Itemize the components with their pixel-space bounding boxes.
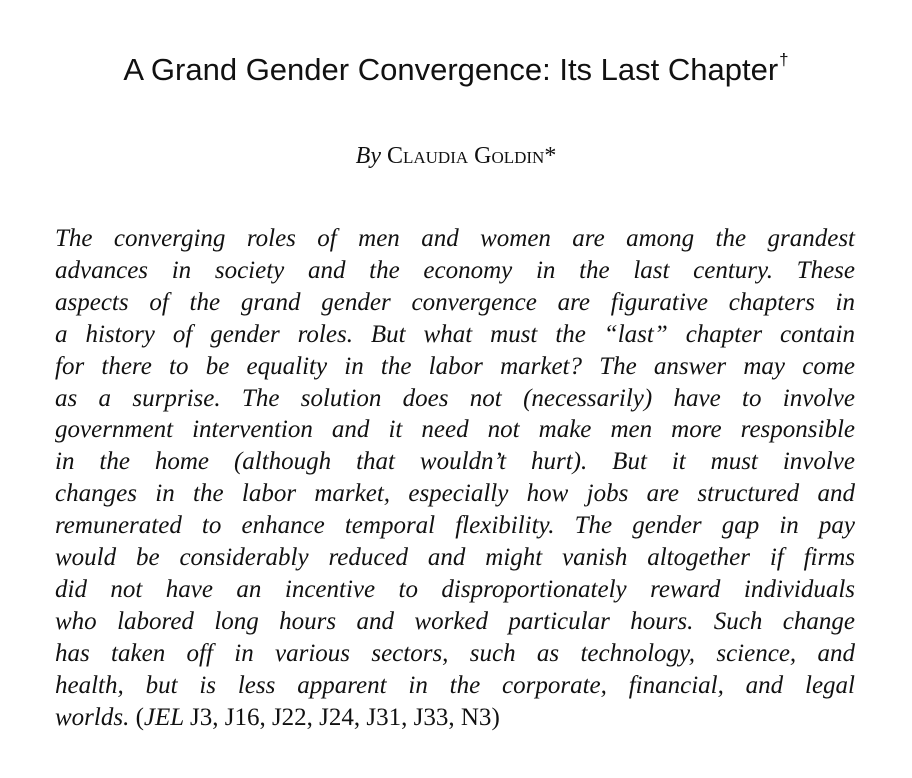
author-name: Claudia Goldin <box>386 143 545 169</box>
byline-prefix: By <box>355 143 381 169</box>
author-footnote-mark: * <box>544 143 557 169</box>
abstract-line: in the home (although that wouldn’t hurt). But it must involve <box>55 448 855 476</box>
paper-title-text: A Grand Gender Convergence: Its Last Chapter <box>123 52 779 87</box>
abstract-last-word: worlds. <box>55 703 130 731</box>
abstract-line: remunerated to enhance temporal flexibility. The gender gap in pay <box>55 512 855 540</box>
abstract-line: advances in society and the economy in the last century. These <box>55 256 855 284</box>
jel-close-paren: ) <box>491 703 500 731</box>
abstract-line: did not have an incentive to disproportionately reward individuals <box>55 575 855 603</box>
abstract-line: who labored long hours and worked particular hours. Such change <box>55 607 855 635</box>
abstract-line: health, but is less apparent in the corporate, financial, and legal <box>55 671 855 699</box>
jel-label: JEL <box>143 703 184 731</box>
abstract-line: for there to be equality in the labor market? The answer may come <box>55 352 855 380</box>
byline <box>0 143 912 170</box>
paper-title <box>0 50 912 88</box>
abstract-line: government intervention and it need not make men more responsible <box>55 416 855 444</box>
abstract-line: The converging roles of men and women are among the grandest <box>55 225 855 252</box>
abstract-last-line <box>55 702 855 734</box>
abstract-line: a history of gender roles. But what must the “last” chapter contain <box>55 320 855 348</box>
abstract-line: would be considerably reduced and might vanish altogether if firms <box>55 544 855 572</box>
jel-codes: J3, J16, J22, J24, J31, J33, N3 <box>190 703 492 731</box>
abstract <box>55 223 855 734</box>
abstract-line: as a surprise. The solution does not (necessarily) have to involve <box>55 384 855 412</box>
abstract-line: aspects of the grand gender convergence are figurative chapters in <box>55 288 855 316</box>
title-footnote-mark: † <box>779 50 789 69</box>
abstract-line: has taken off in various sectors, such as technology, science, and <box>55 639 855 667</box>
jel-open-paren: ( <box>135 703 144 731</box>
abstract-line: changes in the labor market, especially how jobs are structured and <box>55 480 855 508</box>
